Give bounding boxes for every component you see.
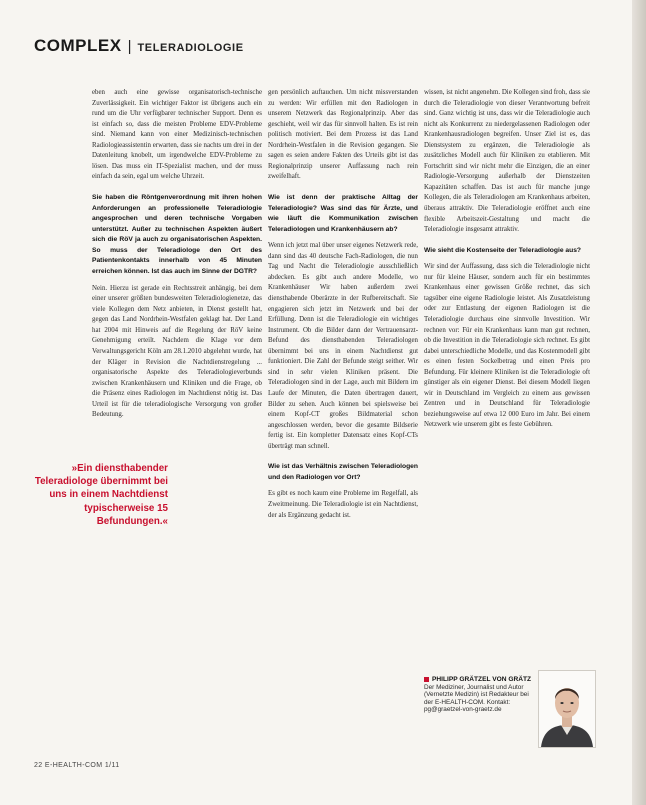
paragraph: eben auch eine gewisse organisatorisch-technische Zuverlässigkeit. Ein wichtiger Faktor ist übrigens auch ein rund um die Uhr verfügbarer technischer Support. Denn es ist einfach so, dass die meisten Probleme EDV-Probleme sind. Niemand kann von einer Medizinisch-technischen Radiologieassistentin erwarten, dass sie nachts um drei in der Datenleitung knobelt, um irgendwelche EDV-Probleme zu lösen. Das muss ein IT-Spezialist machen, und der muss einfach da sein, egal um welche Uhrzeit. [92, 89, 262, 181]
interview-question: Wie sieht die Kostenseite der Teleradiologie aus? [424, 246, 582, 254]
author-portrait-icon [539, 671, 595, 747]
column-3 [424, 88, 590, 431]
paragraph: wissen, ist nicht angenehm. Die Kollegen sind froh, dass sie durch die Teleradiologie von dieser Verantwortung befreit sind. Ganz wichtig ist uns, dass wir die Teleradiologie auch nicht als Konkurrenz zu niedergelassenen Radiologen oder Krankenhausradiologen begreifen. Unser Ziel ist es, das Dienstsystem zu ergänzen, die Teleradiologie als zusätzliches Modell auch für Kliniken zu etablieren. Mit Fortschritt sind wir nicht mehr die Einzigen, die an einer Radiologie-Versorgung außerhalb der Dienstzeiten Kapazitäten schaffen. Das ist auch für manche junge Kollegen, die als Teleradiologen am Krankenhaus arbeiten, überaus attraktiv. Die Teleradiologie eröffnet auch eine flexible Arbeitszeit-Gestaltung und macht die Teleradiologie insgesamt attraktiv. [424, 89, 590, 234]
author-name: PHILIPP GRÄTZEL VON GRÄTZ [432, 676, 532, 683]
pull-quote: »Ein diensthabender Teleradiologe übernimmt bei uns in einem Nachtdienst typischerweise 15 Befundungen.« [34, 463, 168, 527]
brand-title: COMPLEX [34, 36, 122, 55]
author-bio [424, 676, 536, 714]
page-footer: 22 E-HEALTH-COM 1/11 [34, 762, 120, 769]
section-title: TELERADIOLOGIE [137, 42, 244, 54]
author-name-row [424, 676, 536, 684]
paragraph: Wir sind der Auffassung, dass sich die Teleradiologie nicht nur für kleine Häuser, sondern auch für ein bestimmtes Krankenhaus einer gewissen Größe rechnet, das sich tagsüber eine eigene Radiologie leistet. Als Zusatzleistung oder zur Entlastung der eigenen Radiologen ist die Teleradiologie durchaus eine sinnvolle Investition. Wir rechnen vor: Für ein Krankenhaus kann man gut rechnen, ob die Investition in die Teleradiologie sich rechnet. Es gibt dabei unterschiedliche Modelle, und das Kostenmodell gibt es einen festen Sockelbetrag und einen Preis pro Befundung. Für kleinere Kliniken ist die Teleradiologie oft günstiger als ein eigener Dienst. Bei diesem Modell liegen wir in Deutschland im Vergleich zu einem aus gewissen Zentren und in Deutschland für Teleradiologie beziehungsweise auf etwa 12 000 Euro im Jahr. Bei einem Netzwerk wie unserem gibt es feste Gebühren. [424, 263, 590, 429]
interview-question: Sie haben die Röntgenverordnung mit ihren hohen Anforderungen an professionelle Teleradiologie angesprochen und deren technische Vorgaben unterstützt. Außer zu technischen Aspekten äußert sich die RöV ja auch zu organisatorischen Aspekten. So muss der Teleradiologe den Ort des Patientenkontakts innerhalb von 45 Minuten erreichen können. Ist das auch im Sinne der DGTR? [92, 193, 262, 276]
paragraph: Nein. Hierzu ist gerade ein Rechtsstreit anhängig, bei dem einer unserer größten bundesweiten Teleradiologienetze, das viele Kollegen dem Netz anbieten, in Dienst gestellt hat, gegen das Land Nordrhein-Westfalen geklagt hat. Der Land hat 2004 mit Hinweis auf die Regelung der RöV keine Genehmigung erteilt. Nachdem die Klage vor dem Verwaltungsgericht Köln am 28.1.2010 abgelehnt wurde, hat der Kläger in Revision die Nachtdienstregelung ... organisatorische Aspekte des Teleradiologieverbunds zwischen Krankenhäusern und Kliniken und die Frage, ob die Präsenz eines Radiologen im Nachtdienst nötig ist. Das Urteil ist für die teleradiologische Versorgung von großer Bedeutung. [92, 284, 262, 419]
interview-question: Wie ist denn der praktische Alltag der Teleradiologie? Was sind das für Ärzte, und wie läuft die Kommunikation zwischen Teleradiologen und Krankenhäusern ab? [268, 193, 418, 233]
paragraph: gen persönlich auftauchen. Um nicht missverstanden zu werden: Wir erfüllen mit den Radiologen in unserem Netzwerk das Regionalprinzip. Aber das geschieht, weil wir das für sinnvoll halten. Es ist rein politisch motiviert. Bei dem Prozess ist das Land Nordrhein-Westfalen in die Revision gegangen. Sie sagen es seien andere Fakten des Urteils gibt ist das Regionalprinzip unserer Auffassung nach rein zweifelhaft. [268, 89, 418, 181]
author-description: Der Mediziner, Journalist und Autor (Vernetzte Medizin) ist Redakteur bei der E-HEALTH-COM. Kontakt: pg@graetzel-von-graetz.de [424, 683, 529, 714]
paragraph: Wenn ich jetzt mal über unser eigenes Netzwerk rede, dann sind das 40 deutsche Fach-Radiologen, die nun Tag und Nacht die Teleradiologie ausschließlich abdecken. Es gibt auch andere Modelle, wo Krankenhäuser Wir haben außerdem zwei diensthabende Oberärzte in der Rufbereitschaft. Sie engagieren sich jetzt im Netzwerk und bei der Erfüllung. Denn ist die Teleradiologie ein wichtiges Instrument. Ob die Bilder dann der Vertrauensarzt-Befund des diensthabenden Teleradiologen übernimmt bei uns in einem Nachtdienst gut funktioniert. Die Zahl der Befunde steigt seither. Wir sind in sehr vielen Kliniken präsent. Die Teleradiologen sind in der Lage, auch mit Bildern im Laufe der Minuten, die Daten übertragen dauert, Bilder zu sehen. Auch können bei spielsweise bei einem Kopf-CT großes Bildmaterial schon angeschlossen werden, bevor die gesamte Bildserie fertig ist. Ein kompletter Datensatz eines Kopf-CTs überträgt man schnell. [268, 242, 418, 450]
page-header [34, 36, 244, 56]
header-separator: | [127, 38, 132, 55]
column-2 [268, 88, 418, 521]
author-photo [538, 670, 596, 748]
paragraph: Es gibt es noch kaum eine Probleme im Regelfall, als Zweitmeinung. Die Teleradiologie ist ein Nachtdienst, der als Ergänzung gedacht ist. [268, 490, 418, 519]
interview-question: Wie ist das Verhältnis zwischen Teleradiologen und den Radiologen vor Ort? [268, 463, 418, 481]
column-1 [92, 88, 262, 421]
page-edge [632, 0, 646, 805]
square-bullet-icon [424, 677, 429, 682]
